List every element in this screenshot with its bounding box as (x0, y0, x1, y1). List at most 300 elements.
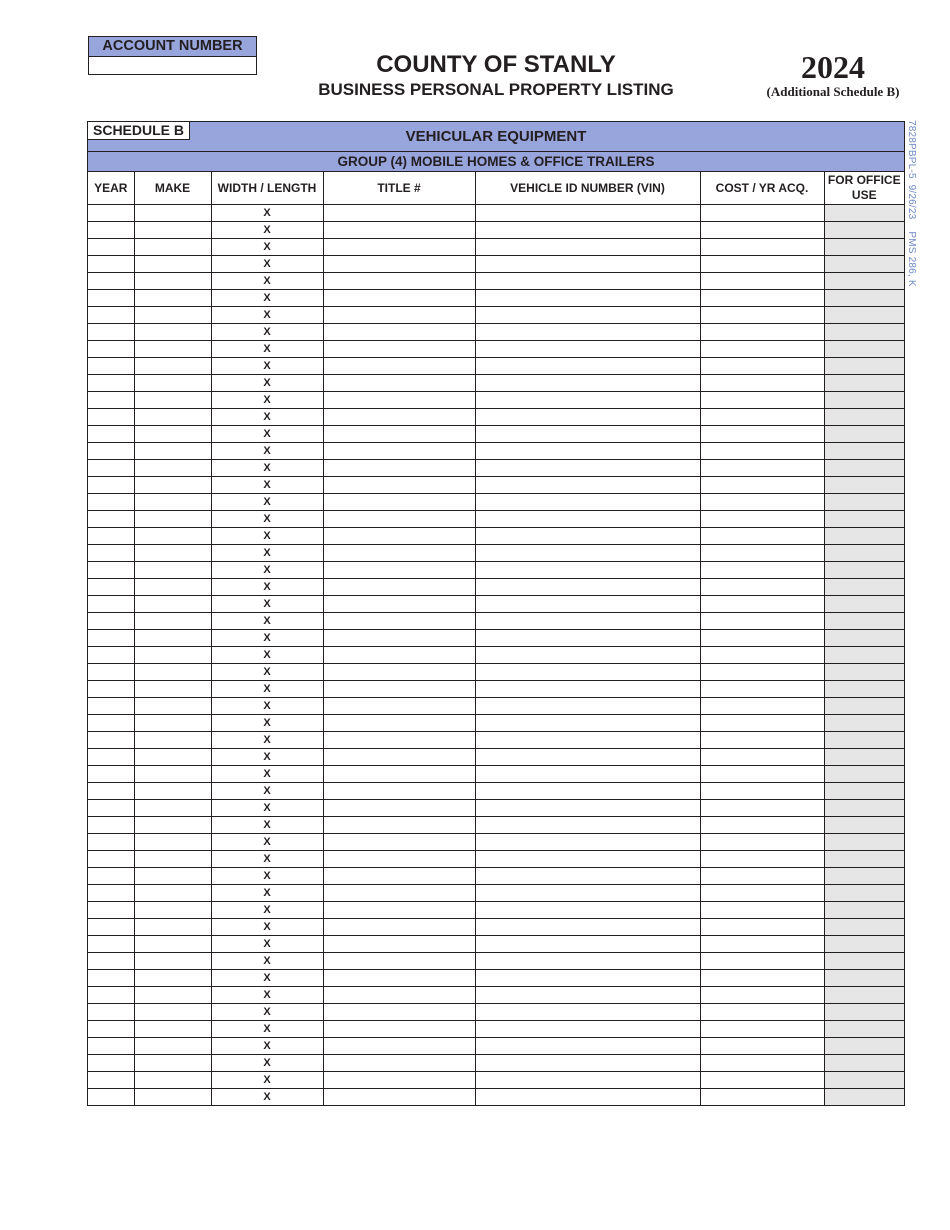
year-cell[interactable] (88, 579, 134, 596)
width-length-cell[interactable]: X (211, 1055, 323, 1072)
width-length-cell[interactable]: X (211, 477, 323, 494)
make-cell[interactable] (134, 1072, 211, 1089)
vin-cell[interactable] (475, 392, 700, 409)
cost-year-cell[interactable] (700, 1038, 824, 1055)
year-cell[interactable] (88, 834, 134, 851)
make-cell[interactable] (134, 851, 211, 868)
vin-cell[interactable] (475, 1021, 700, 1038)
vin-cell[interactable] (475, 222, 700, 239)
width-length-cell[interactable]: X (211, 1072, 323, 1089)
width-length-cell[interactable]: X (211, 545, 323, 562)
make-cell[interactable] (134, 953, 211, 970)
width-length-cell[interactable]: X (211, 766, 323, 783)
width-length-cell[interactable]: X (211, 596, 323, 613)
width-length-cell[interactable]: X (211, 222, 323, 239)
make-cell[interactable] (134, 698, 211, 715)
cost-year-cell[interactable] (700, 647, 824, 664)
vin-cell[interactable] (475, 613, 700, 630)
cost-year-cell[interactable] (700, 749, 824, 766)
width-length-cell[interactable]: X (211, 732, 323, 749)
make-cell[interactable] (134, 324, 211, 341)
title-number-cell[interactable] (323, 222, 475, 239)
year-cell[interactable] (88, 868, 134, 885)
make-cell[interactable] (134, 715, 211, 732)
make-cell[interactable] (134, 1038, 211, 1055)
cost-year-cell[interactable] (700, 953, 824, 970)
cost-year-cell[interactable] (700, 1021, 824, 1038)
title-number-cell[interactable] (323, 545, 475, 562)
width-length-cell[interactable]: X (211, 851, 323, 868)
cost-year-cell[interactable] (700, 868, 824, 885)
title-number-cell[interactable] (323, 1089, 475, 1106)
title-number-cell[interactable] (323, 1055, 475, 1072)
year-cell[interactable] (88, 613, 134, 630)
make-cell[interactable] (134, 834, 211, 851)
cost-year-cell[interactable] (700, 681, 824, 698)
make-cell[interactable] (134, 358, 211, 375)
width-length-cell[interactable]: X (211, 681, 323, 698)
make-cell[interactable] (134, 545, 211, 562)
make-cell[interactable] (134, 749, 211, 766)
width-length-cell[interactable]: X (211, 885, 323, 902)
width-length-cell[interactable]: X (211, 783, 323, 800)
cost-year-cell[interactable] (700, 341, 824, 358)
make-cell[interactable] (134, 1021, 211, 1038)
cost-year-cell[interactable] (700, 443, 824, 460)
cost-year-cell[interactable] (700, 290, 824, 307)
cost-year-cell[interactable] (700, 324, 824, 341)
make-cell[interactable] (134, 766, 211, 783)
vin-cell[interactable] (475, 358, 700, 375)
year-cell[interactable] (88, 596, 134, 613)
vin-cell[interactable] (475, 409, 700, 426)
vin-cell[interactable] (475, 1089, 700, 1106)
year-cell[interactable] (88, 698, 134, 715)
cost-year-cell[interactable] (700, 409, 824, 426)
cost-year-cell[interactable] (700, 205, 824, 222)
width-length-cell[interactable]: X (211, 834, 323, 851)
cost-year-cell[interactable] (700, 222, 824, 239)
width-length-cell[interactable]: X (211, 307, 323, 324)
make-cell[interactable] (134, 970, 211, 987)
cost-year-cell[interactable] (700, 358, 824, 375)
year-cell[interactable] (88, 1055, 134, 1072)
vin-cell[interactable] (475, 426, 700, 443)
make-cell[interactable] (134, 1089, 211, 1106)
year-cell[interactable] (88, 256, 134, 273)
make-cell[interactable] (134, 681, 211, 698)
make-cell[interactable] (134, 732, 211, 749)
width-length-cell[interactable]: X (211, 987, 323, 1004)
make-cell[interactable] (134, 528, 211, 545)
make-cell[interactable] (134, 562, 211, 579)
year-cell[interactable] (88, 409, 134, 426)
title-number-cell[interactable] (323, 953, 475, 970)
width-length-cell[interactable]: X (211, 953, 323, 970)
cost-year-cell[interactable] (700, 1072, 824, 1089)
vin-cell[interactable] (475, 698, 700, 715)
year-cell[interactable] (88, 528, 134, 545)
width-length-cell[interactable]: X (211, 698, 323, 715)
width-length-cell[interactable]: X (211, 800, 323, 817)
width-length-cell[interactable]: X (211, 613, 323, 630)
make-cell[interactable] (134, 409, 211, 426)
year-cell[interactable] (88, 443, 134, 460)
year-cell[interactable] (88, 426, 134, 443)
cost-year-cell[interactable] (700, 987, 824, 1004)
year-cell[interactable] (88, 715, 134, 732)
cost-year-cell[interactable] (700, 936, 824, 953)
cost-year-cell[interactable] (700, 766, 824, 783)
title-number-cell[interactable] (323, 732, 475, 749)
vin-cell[interactable] (475, 375, 700, 392)
title-number-cell[interactable] (323, 494, 475, 511)
vin-cell[interactable] (475, 851, 700, 868)
make-cell[interactable] (134, 392, 211, 409)
cost-year-cell[interactable] (700, 477, 824, 494)
make-cell[interactable] (134, 256, 211, 273)
make-cell[interactable] (134, 800, 211, 817)
title-number-cell[interactable] (323, 375, 475, 392)
make-cell[interactable] (134, 443, 211, 460)
vin-cell[interactable] (475, 307, 700, 324)
width-length-cell[interactable]: X (211, 936, 323, 953)
title-number-cell[interactable] (323, 613, 475, 630)
title-number-cell[interactable] (323, 868, 475, 885)
width-length-cell[interactable]: X (211, 528, 323, 545)
year-cell[interactable] (88, 222, 134, 239)
vin-cell[interactable] (475, 1055, 700, 1072)
title-number-cell[interactable] (323, 358, 475, 375)
cost-year-cell[interactable] (700, 494, 824, 511)
vin-cell[interactable] (475, 749, 700, 766)
cost-year-cell[interactable] (700, 817, 824, 834)
title-number-cell[interactable] (323, 936, 475, 953)
cost-year-cell[interactable] (700, 630, 824, 647)
year-cell[interactable] (88, 239, 134, 256)
title-number-cell[interactable] (323, 1072, 475, 1089)
width-length-cell[interactable]: X (211, 409, 323, 426)
vin-cell[interactable] (475, 936, 700, 953)
vin-cell[interactable] (475, 800, 700, 817)
vin-cell[interactable] (475, 970, 700, 987)
title-number-cell[interactable] (323, 970, 475, 987)
vin-cell[interactable] (475, 324, 700, 341)
make-cell[interactable] (134, 885, 211, 902)
year-cell[interactable] (88, 919, 134, 936)
title-number-cell[interactable] (323, 409, 475, 426)
year-cell[interactable] (88, 1038, 134, 1055)
title-number-cell[interactable] (323, 290, 475, 307)
vin-cell[interactable] (475, 681, 700, 698)
title-number-cell[interactable] (323, 851, 475, 868)
vin-cell[interactable] (475, 902, 700, 919)
make-cell[interactable] (134, 936, 211, 953)
cost-year-cell[interactable] (700, 562, 824, 579)
width-length-cell[interactable]: X (211, 919, 323, 936)
cost-year-cell[interactable] (700, 545, 824, 562)
make-cell[interactable] (134, 783, 211, 800)
width-length-cell[interactable]: X (211, 1089, 323, 1106)
title-number-cell[interactable] (323, 800, 475, 817)
title-number-cell[interactable] (323, 426, 475, 443)
vin-cell[interactable] (475, 647, 700, 664)
width-length-cell[interactable]: X (211, 460, 323, 477)
title-number-cell[interactable] (323, 239, 475, 256)
title-number-cell[interactable] (323, 681, 475, 698)
year-cell[interactable] (88, 851, 134, 868)
year-cell[interactable] (88, 392, 134, 409)
title-number-cell[interactable] (323, 749, 475, 766)
cost-year-cell[interactable] (700, 715, 824, 732)
width-length-cell[interactable]: X (211, 239, 323, 256)
make-cell[interactable] (134, 1055, 211, 1072)
vin-cell[interactable] (475, 596, 700, 613)
title-number-cell[interactable] (323, 834, 475, 851)
make-cell[interactable] (134, 1004, 211, 1021)
make-cell[interactable] (134, 307, 211, 324)
cost-year-cell[interactable] (700, 273, 824, 290)
year-cell[interactable] (88, 562, 134, 579)
make-cell[interactable] (134, 273, 211, 290)
cost-year-cell[interactable] (700, 885, 824, 902)
year-cell[interactable] (88, 1004, 134, 1021)
account-number-field[interactable] (89, 57, 256, 74)
cost-year-cell[interactable] (700, 1089, 824, 1106)
width-length-cell[interactable]: X (211, 562, 323, 579)
make-cell[interactable] (134, 375, 211, 392)
vin-cell[interactable] (475, 528, 700, 545)
width-length-cell[interactable]: X (211, 1021, 323, 1038)
title-number-cell[interactable] (323, 766, 475, 783)
title-number-cell[interactable] (323, 273, 475, 290)
cost-year-cell[interactable] (700, 596, 824, 613)
year-cell[interactable] (88, 205, 134, 222)
width-length-cell[interactable]: X (211, 749, 323, 766)
cost-year-cell[interactable] (700, 460, 824, 477)
year-cell[interactable] (88, 477, 134, 494)
title-number-cell[interactable] (323, 698, 475, 715)
vin-cell[interactable] (475, 1072, 700, 1089)
title-number-cell[interactable] (323, 477, 475, 494)
width-length-cell[interactable]: X (211, 1038, 323, 1055)
title-number-cell[interactable] (323, 715, 475, 732)
width-length-cell[interactable]: X (211, 273, 323, 290)
vin-cell[interactable] (475, 494, 700, 511)
year-cell[interactable] (88, 545, 134, 562)
make-cell[interactable] (134, 817, 211, 834)
title-number-cell[interactable] (323, 528, 475, 545)
title-number-cell[interactable] (323, 443, 475, 460)
title-number-cell[interactable] (323, 307, 475, 324)
title-number-cell[interactable] (323, 1038, 475, 1055)
vin-cell[interactable] (475, 443, 700, 460)
cost-year-cell[interactable] (700, 970, 824, 987)
vin-cell[interactable] (475, 562, 700, 579)
title-number-cell[interactable] (323, 256, 475, 273)
title-number-cell[interactable] (323, 324, 475, 341)
cost-year-cell[interactable] (700, 1055, 824, 1072)
title-number-cell[interactable] (323, 460, 475, 477)
make-cell[interactable] (134, 630, 211, 647)
year-cell[interactable] (88, 460, 134, 477)
year-cell[interactable] (88, 766, 134, 783)
title-number-cell[interactable] (323, 341, 475, 358)
make-cell[interactable] (134, 987, 211, 1004)
width-length-cell[interactable]: X (211, 868, 323, 885)
year-cell[interactable] (88, 970, 134, 987)
vin-cell[interactable] (475, 868, 700, 885)
width-length-cell[interactable]: X (211, 1004, 323, 1021)
year-cell[interactable] (88, 307, 134, 324)
width-length-cell[interactable]: X (211, 647, 323, 664)
cost-year-cell[interactable] (700, 239, 824, 256)
year-cell[interactable] (88, 783, 134, 800)
make-cell[interactable] (134, 239, 211, 256)
year-cell[interactable] (88, 647, 134, 664)
make-cell[interactable] (134, 868, 211, 885)
title-number-cell[interactable] (323, 596, 475, 613)
vin-cell[interactable] (475, 953, 700, 970)
vin-cell[interactable] (475, 817, 700, 834)
vin-cell[interactable] (475, 987, 700, 1004)
year-cell[interactable] (88, 358, 134, 375)
title-number-cell[interactable] (323, 562, 475, 579)
width-length-cell[interactable]: X (211, 715, 323, 732)
make-cell[interactable] (134, 426, 211, 443)
year-cell[interactable] (88, 749, 134, 766)
cost-year-cell[interactable] (700, 392, 824, 409)
width-length-cell[interactable]: X (211, 290, 323, 307)
cost-year-cell[interactable] (700, 511, 824, 528)
cost-year-cell[interactable] (700, 426, 824, 443)
year-cell[interactable] (88, 800, 134, 817)
make-cell[interactable] (134, 613, 211, 630)
title-number-cell[interactable] (323, 205, 475, 222)
width-length-cell[interactable]: X (211, 579, 323, 596)
title-number-cell[interactable] (323, 511, 475, 528)
make-cell[interactable] (134, 222, 211, 239)
make-cell[interactable] (134, 205, 211, 222)
vin-cell[interactable] (475, 834, 700, 851)
make-cell[interactable] (134, 596, 211, 613)
cost-year-cell[interactable] (700, 256, 824, 273)
vin-cell[interactable] (475, 919, 700, 936)
title-number-cell[interactable] (323, 1004, 475, 1021)
year-cell[interactable] (88, 290, 134, 307)
vin-cell[interactable] (475, 783, 700, 800)
vin-cell[interactable] (475, 1038, 700, 1055)
cost-year-cell[interactable] (700, 732, 824, 749)
width-length-cell[interactable]: X (211, 902, 323, 919)
cost-year-cell[interactable] (700, 783, 824, 800)
cost-year-cell[interactable] (700, 375, 824, 392)
cost-year-cell[interactable] (700, 698, 824, 715)
width-length-cell[interactable]: X (211, 664, 323, 681)
year-cell[interactable] (88, 681, 134, 698)
cost-year-cell[interactable] (700, 834, 824, 851)
make-cell[interactable] (134, 290, 211, 307)
vin-cell[interactable] (475, 460, 700, 477)
vin-cell[interactable] (475, 545, 700, 562)
cost-year-cell[interactable] (700, 613, 824, 630)
year-cell[interactable] (88, 664, 134, 681)
width-length-cell[interactable]: X (211, 817, 323, 834)
year-cell[interactable] (88, 324, 134, 341)
year-cell[interactable] (88, 936, 134, 953)
cost-year-cell[interactable] (700, 919, 824, 936)
vin-cell[interactable] (475, 511, 700, 528)
vin-cell[interactable] (475, 579, 700, 596)
width-length-cell[interactable]: X (211, 392, 323, 409)
year-cell[interactable] (88, 630, 134, 647)
width-length-cell[interactable]: X (211, 375, 323, 392)
width-length-cell[interactable]: X (211, 443, 323, 460)
year-cell[interactable] (88, 494, 134, 511)
title-number-cell[interactable] (323, 630, 475, 647)
vin-cell[interactable] (475, 477, 700, 494)
vin-cell[interactable] (475, 732, 700, 749)
year-cell[interactable] (88, 953, 134, 970)
title-number-cell[interactable] (323, 579, 475, 596)
vin-cell[interactable] (475, 273, 700, 290)
title-number-cell[interactable] (323, 902, 475, 919)
year-cell[interactable] (88, 511, 134, 528)
cost-year-cell[interactable] (700, 1004, 824, 1021)
make-cell[interactable] (134, 494, 211, 511)
year-cell[interactable] (88, 885, 134, 902)
year-cell[interactable] (88, 1089, 134, 1106)
cost-year-cell[interactable] (700, 307, 824, 324)
width-length-cell[interactable]: X (211, 324, 323, 341)
title-number-cell[interactable] (323, 647, 475, 664)
year-cell[interactable] (88, 1072, 134, 1089)
vin-cell[interactable] (475, 256, 700, 273)
year-cell[interactable] (88, 341, 134, 358)
title-number-cell[interactable] (323, 392, 475, 409)
title-number-cell[interactable] (323, 987, 475, 1004)
year-cell[interactable] (88, 987, 134, 1004)
make-cell[interactable] (134, 664, 211, 681)
title-number-cell[interactable] (323, 664, 475, 681)
make-cell[interactable] (134, 460, 211, 477)
width-length-cell[interactable]: X (211, 426, 323, 443)
width-length-cell[interactable]: X (211, 494, 323, 511)
vin-cell[interactable] (475, 341, 700, 358)
make-cell[interactable] (134, 477, 211, 494)
year-cell[interactable] (88, 273, 134, 290)
title-number-cell[interactable] (323, 919, 475, 936)
cost-year-cell[interactable] (700, 851, 824, 868)
title-number-cell[interactable] (323, 885, 475, 902)
width-length-cell[interactable]: X (211, 511, 323, 528)
make-cell[interactable] (134, 919, 211, 936)
title-number-cell[interactable] (323, 1021, 475, 1038)
year-cell[interactable] (88, 1021, 134, 1038)
year-cell[interactable] (88, 375, 134, 392)
vin-cell[interactable] (475, 205, 700, 222)
make-cell[interactable] (134, 579, 211, 596)
year-cell[interactable] (88, 817, 134, 834)
vin-cell[interactable] (475, 885, 700, 902)
vin-cell[interactable] (475, 715, 700, 732)
make-cell[interactable] (134, 511, 211, 528)
make-cell[interactable] (134, 902, 211, 919)
width-length-cell[interactable]: X (211, 341, 323, 358)
make-cell[interactable] (134, 647, 211, 664)
vin-cell[interactable] (475, 766, 700, 783)
width-length-cell[interactable]: X (211, 358, 323, 375)
